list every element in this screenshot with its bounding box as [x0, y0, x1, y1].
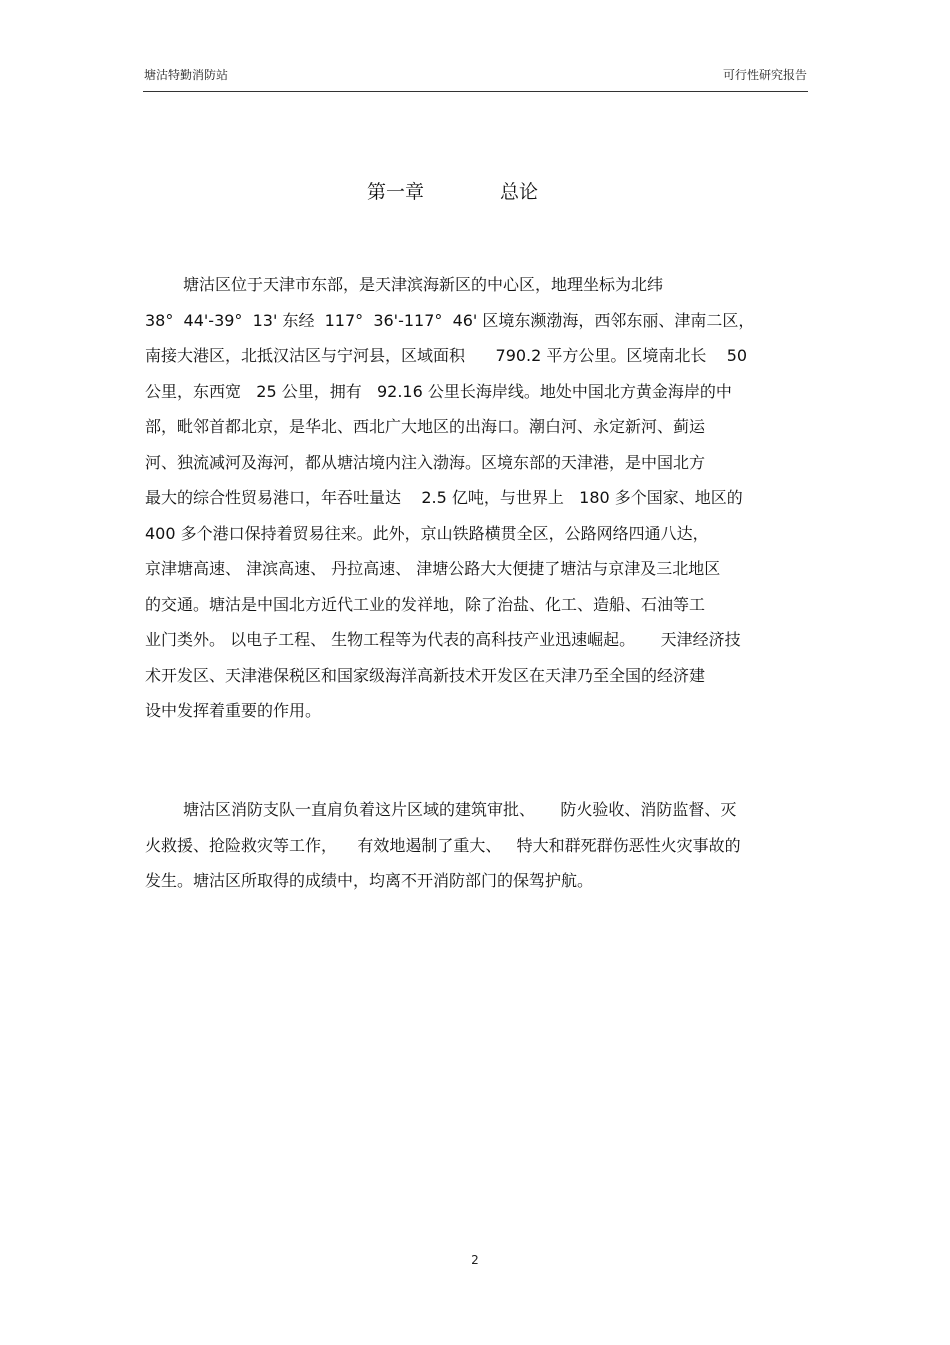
paragraph-line: 的交通。塘沽是中国北方近代工业的发祥地，除了治盐、化工、造船、石油等工: [145, 594, 706, 614]
paragraph-line: 南接大港区，北抵汉沽区与宁河县，区域面积 790.2 平方公里。区境南北长 50: [145, 346, 748, 365]
body-paragraph-1: [145, 267, 810, 729]
paragraph-line: 设中发挥着重要的作用。: [145, 701, 322, 720]
paragraph-line: 38° 44'-39° 13' 东经 117° 36'-117° 46' 区境东濒渤海，西邻东丽、津南二区，: [145, 310, 755, 330]
header-left-title: 塘沽特勤消防站: [144, 68, 229, 82]
paragraph-line: 塘沽区消防支队一直肩负着这片区域的建筑审批、 防火验收、消防监督、灭: [183, 800, 737, 819]
paragraph-line: 发生。塘沽区所取得的成绩中，均离不开消防部门的保驾护航。: [145, 871, 594, 890]
header-right-title: 可行性研究报告: [722, 68, 807, 82]
page-number: 2: [471, 1253, 479, 1267]
paragraph-line: 火救援、抢险救灾等工作， 有效地遏制了重大、 特大和群死群伤恶性火灾事故的: [145, 835, 741, 855]
paragraph-line: 京津塘高速、 津滨高速、 丹拉高速、 津塘公路大大便捷了塘沽与京津及三北地区: [145, 559, 721, 578]
paragraph-line: 河、独流减河及海河，都从塘沽境内注入渤海。区境东部的天津港，是中国北方: [145, 452, 706, 472]
paragraph-line: 术开发区、天津港保税区和国家级海洋高新技术开发区在天津乃至全国的经济建: [145, 665, 706, 685]
header-divider: [143, 91, 808, 92]
paragraph-line: 业门类外。 以电子工程、 生物工程等为代表的高科技产业迅速崛起。 天津经济技: [145, 630, 741, 649]
chapter-name: 总论: [500, 181, 539, 203]
paragraph-line: 公里，东西宽 25 公里，拥有 92.16 公里长海岸线。地处中国北方黄金海岸的中: [145, 381, 732, 401]
paragraph-line: 400 多个港口保持着贸易往来。此外，京山铁路横贯全区，公路网络四通八达，: [145, 523, 709, 543]
chapter-number: 第一章: [367, 181, 425, 203]
paragraph-line: 塘沽区位于天津市东部，是天津滨海新区的中心区，地理坐标为北纬: [183, 275, 664, 294]
body-paragraph-2: [145, 792, 810, 899]
paragraph-line: 部，毗邻首都北京，是华北、西北广大地区的出海口。潮白河、永定新河、蓟运: [145, 417, 706, 436]
paragraph-line: 最大的综合性贸易港口，年吞吐量达 2.5 亿吨，与世界上 180 多个国家、地区的: [145, 488, 743, 507]
